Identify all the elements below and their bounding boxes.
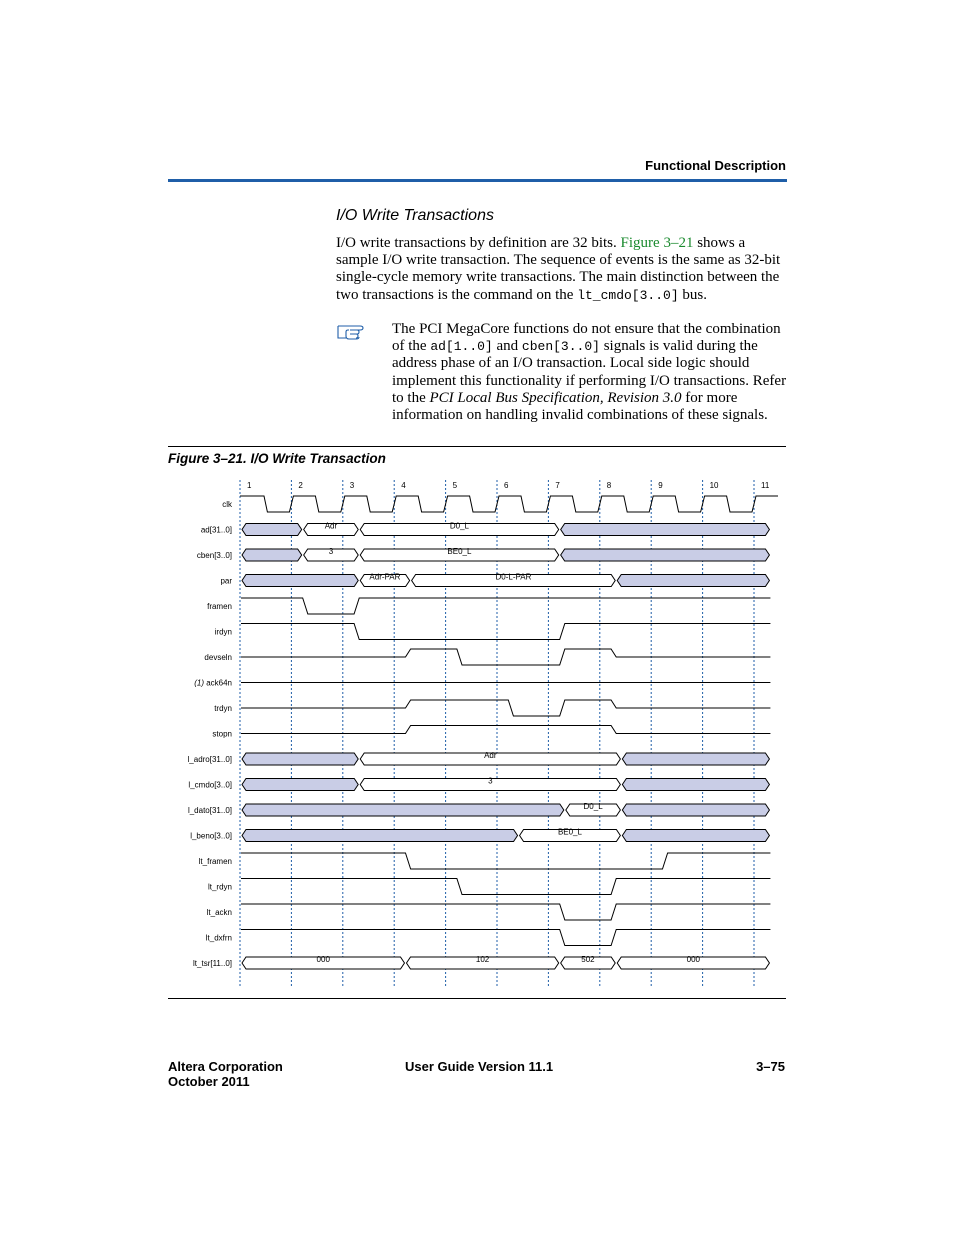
timing-diagram	[0, 470, 954, 998]
signal-label: ad[31..0]	[200, 525, 232, 535]
signal-waveform	[241, 853, 770, 869]
bus-invalid-segment	[242, 753, 358, 765]
signal-waveform	[241, 598, 770, 614]
signal-label: par	[220, 576, 232, 586]
clock-number-label: 8	[606, 481, 612, 490]
signal-label: lt_ackn	[206, 908, 232, 917]
bus-invalid-segment	[561, 524, 770, 536]
bus-invalid-segment	[622, 779, 769, 791]
bus-value-label: 3	[328, 547, 334, 556]
clock-number-label: 6	[504, 481, 509, 490]
para-code: lt_cmdo[3..0]	[577, 287, 679, 303]
note-code-1: ad[1..0]	[430, 339, 493, 355]
clock-number-label: 10	[709, 481, 719, 490]
signal-waveform	[240, 496, 778, 512]
signal-waveform	[241, 649, 770, 665]
note-text-3: signals is valid during the address phase of an I/O transaction. Local side logic should implement this functionality if performing I/O transactions. Refer to the	[392, 338, 787, 406]
bus-value-label: 000	[316, 955, 330, 964]
note-text-2: and	[492, 338, 522, 355]
bus-invalid-segment	[242, 524, 302, 536]
page-header-title: Functional Description	[645, 158, 786, 173]
signal-waveform	[241, 930, 770, 946]
signal-label: l_beno[3..0]	[190, 831, 232, 841]
bus-value-label: 102	[475, 955, 490, 964]
signal-label: cben[3..0]	[196, 551, 232, 560]
para-text-3: bus.	[678, 286, 707, 303]
bus-value-label: D0_L	[583, 802, 603, 811]
figure-caption: Figure 3–21. I/O Write Transaction	[168, 451, 386, 466]
bus-value-label: D0-L-PAR	[495, 572, 532, 582]
bus-value-label: BE0_L	[447, 547, 472, 556]
signal-label: lt_framen	[198, 857, 232, 866]
signal-label: l_dato[31..0]	[187, 806, 232, 815]
clock-number-label: 2	[298, 481, 303, 490]
signal-label: irdyn	[214, 627, 232, 637]
clock-number-label: 4	[401, 481, 406, 490]
bus-invalid-segment	[242, 830, 518, 842]
signal-label: lt_dxfrn	[205, 933, 232, 943]
footer-date: October 2011	[168, 1074, 250, 1089]
signal-label: (1) ack64n	[194, 678, 232, 688]
pointing-hand-icon	[336, 320, 370, 340]
section-title: I/O Write Transactions	[336, 207, 494, 224]
para-text-1: I/O write transactions by definition are 32 bits.	[336, 235, 621, 251]
bus-invalid-segment	[617, 575, 769, 587]
note-text	[392, 321, 788, 424]
clock-number-label: 7	[555, 481, 560, 490]
clock-number-label: 1	[247, 481, 252, 490]
para-text-2: shows a sample I/O write transaction. The sequence of events is the same as 32-bit single-cycle memory write transactions. The main distinction between the two transactions is the command on the	[336, 235, 781, 303]
signal-waveform	[241, 726, 770, 734]
signal-label: l_adro[31..0]	[187, 755, 232, 764]
clock-number-label: 11	[761, 481, 770, 490]
note-spec-title: PCI Local Bus Specification, Revision 3.0	[429, 389, 682, 406]
signal-label: framen	[207, 602, 232, 611]
bus-value-label: 3	[488, 776, 493, 786]
bus-value-label: Adr	[484, 751, 497, 760]
bus-invalid-segment	[242, 804, 564, 816]
note-text-4: for more information on handling invalid combinations of these signals.	[392, 389, 768, 424]
clock-number-label: 9	[658, 481, 663, 490]
bus-value-label: D0_L	[449, 521, 470, 531]
signal-label: lt_tsr[11..0]	[193, 959, 232, 968]
clock-number-label: 5	[452, 481, 458, 490]
signal-label: devseln	[204, 653, 232, 662]
bus-invalid-segment	[622, 753, 769, 765]
bus-invalid-segment	[242, 549, 302, 561]
bus-value-label: Adr-PAR	[369, 572, 401, 582]
signal-label: trdyn	[214, 704, 232, 713]
bus-value-label: BE0_L	[557, 827, 582, 837]
signal-waveform	[241, 879, 770, 895]
bus-invalid-segment	[242, 575, 358, 587]
signal-waveform	[241, 700, 770, 716]
bus-invalid-segment	[622, 804, 769, 816]
figure-link[interactable]: Figure 3–21	[620, 235, 694, 251]
footer-company: Altera Corporation	[168, 1059, 283, 1074]
figure-rule-bottom	[168, 998, 786, 999]
signal-label: clk	[222, 500, 232, 509]
clock-number-label: 3	[349, 481, 355, 490]
note-code-2: cben[3..0]	[521, 339, 600, 355]
figure-rule-top	[168, 446, 786, 447]
signal-label: stopn	[212, 729, 232, 739]
body-paragraph	[336, 235, 786, 304]
bus-invalid-segment	[242, 779, 358, 791]
header-rule	[168, 179, 787, 182]
bus-invalid-segment	[622, 830, 769, 842]
bus-value-label: 000	[686, 955, 700, 964]
bus-value-label: 502	[581, 955, 595, 964]
footer-page-number: 3–75	[756, 1059, 785, 1074]
signal-waveform	[241, 624, 770, 640]
footer-version: User Guide Version 11.1	[405, 1059, 554, 1074]
signal-label: lt_rdyn	[207, 882, 232, 892]
bus-value-label: Adr	[324, 521, 338, 531]
bus-invalid-segment	[561, 549, 770, 561]
signal-label: l_cmdo[3..0]	[188, 780, 232, 790]
note-text-1: The PCI MegaCore functions do not ensure that the combination of the	[392, 321, 781, 355]
signal-waveform	[241, 904, 770, 920]
